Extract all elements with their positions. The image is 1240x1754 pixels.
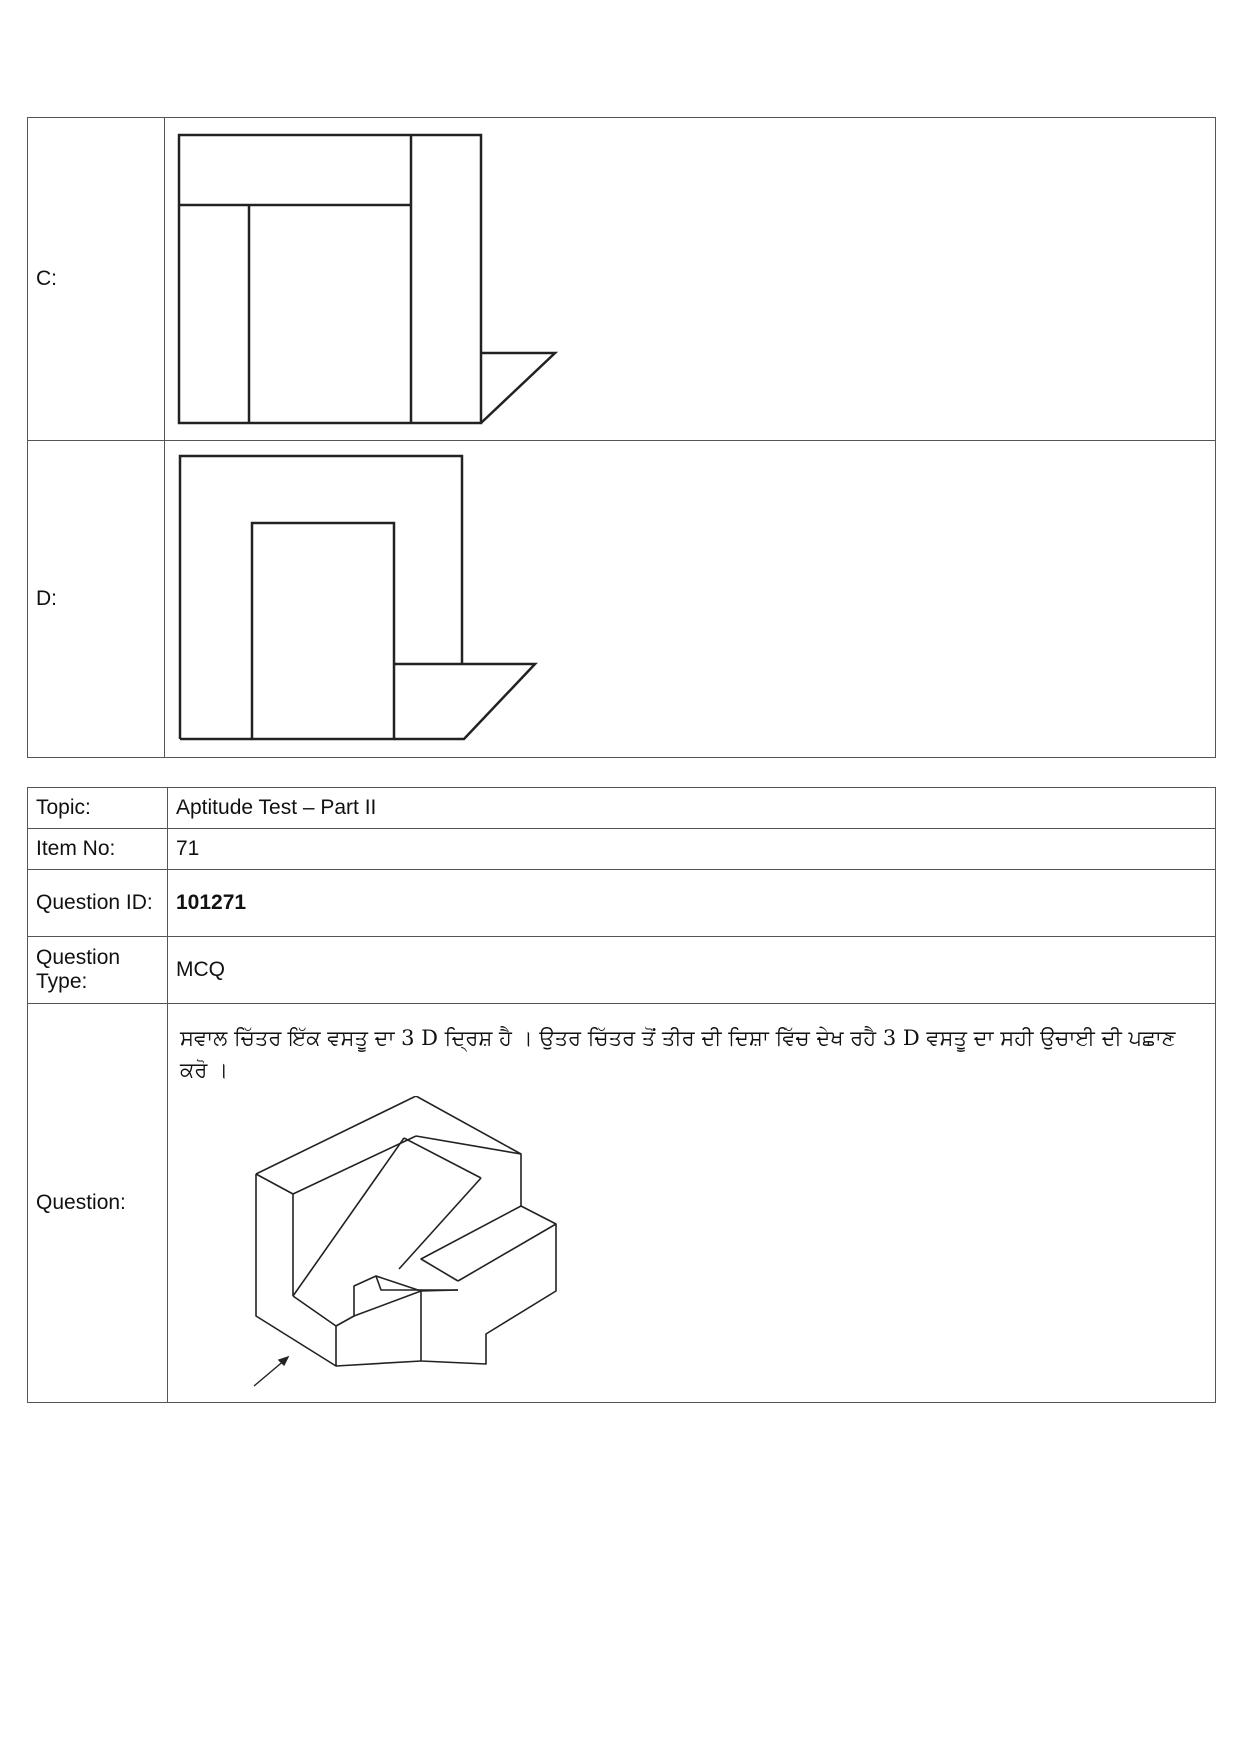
options-table	[27, 117, 1216, 758]
option-c-figure	[165, 118, 1215, 440]
option-label-d: D:	[28, 441, 165, 758]
question-label: Question:	[28, 1004, 168, 1403]
question-type-value: MCQ	[168, 937, 1216, 1004]
option-figure-c-cell	[165, 118, 1216, 441]
question-id-value: 101271	[168, 870, 1216, 937]
option-row-d	[28, 441, 1216, 758]
question-content	[168, 1004, 1216, 1403]
isometric-object-icon	[176, 1096, 576, 1396]
item-no-row	[28, 829, 1216, 870]
topic-row	[28, 788, 1216, 829]
question-id-row	[28, 870, 1216, 937]
question-text: ਸਵਾਲ ਚਿੱਤਰ ਇੱਕ ਵਸਤੂ ਦਾ 3 D ਦ੍ਰਿਸ਼ ਹੈ । ਉਤਰ ਚਿੱਤਰ ਤੋਂ ਤੀਰ ਦੀ ਦਿਸ਼ਾ ਵਿੱਚ ਦੇਖ ਰਹੈ 3 D ਵਸਤੂ ਦਾ ਸਹੀ ਉਚਾਈ ਦੀ ਪਛਾਣ ਕਰੋ ।	[180, 1026, 1176, 1082]
topic-value: Aptitude Test – Part II	[168, 788, 1216, 829]
item-no-value: 71	[168, 829, 1216, 870]
question-id-label: Question ID:	[28, 870, 168, 937]
question-meta-table	[27, 787, 1216, 1403]
option-figure-d-cell	[165, 441, 1216, 758]
option-label-c: C:	[28, 118, 165, 441]
question-row	[28, 1004, 1216, 1403]
option-d-figure	[165, 441, 1215, 757]
topic-label: Topic:	[28, 788, 168, 829]
item-no-label: Item No:	[28, 829, 168, 870]
arrow-icon	[254, 1357, 288, 1386]
question-type-row	[28, 937, 1216, 1004]
question-type-label: Question Type:	[28, 937, 168, 1004]
option-row-c	[28, 118, 1216, 441]
